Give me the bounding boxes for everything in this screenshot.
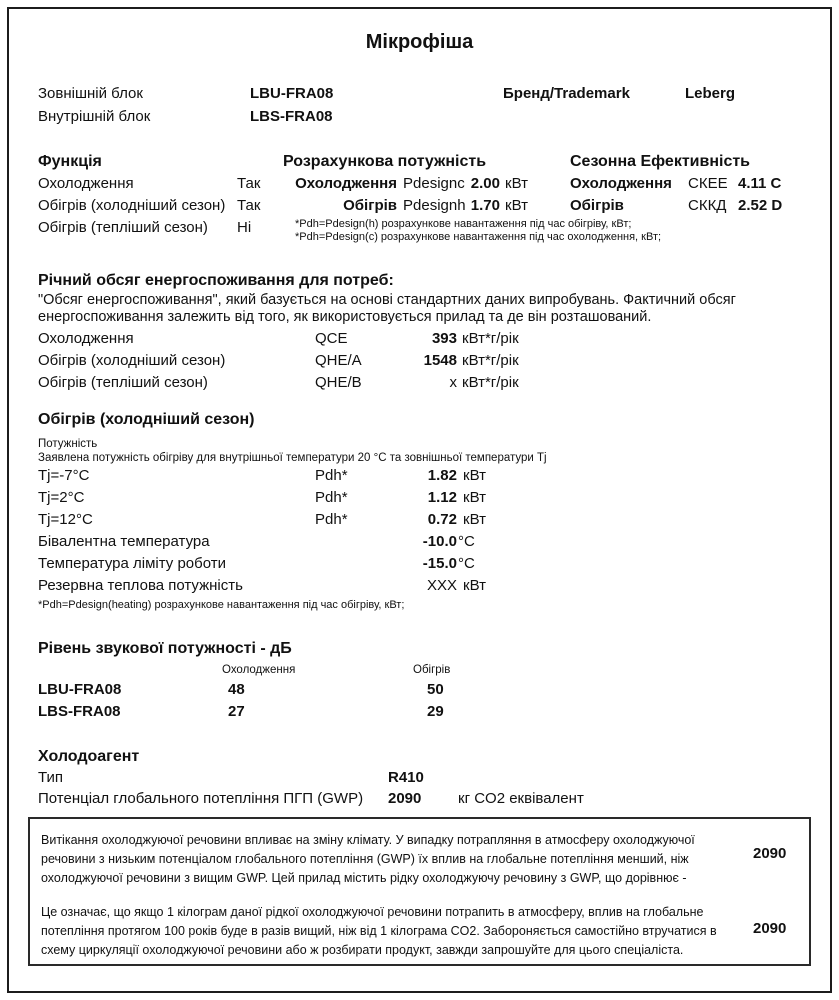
seasonal-row-symbol: СККД bbox=[688, 197, 727, 214]
annual-row-value: x bbox=[449, 374, 457, 391]
notice-gwp-value: 2090 bbox=[753, 845, 787, 862]
seasonal-row-label: Охолодження bbox=[570, 175, 672, 192]
heating-row-label: Tj=-7°C bbox=[38, 467, 90, 484]
refrigerant-gwp-value: 2090 bbox=[388, 790, 422, 807]
notice-gwp-value: 2090 bbox=[753, 920, 787, 937]
heating-row-unit: кВт bbox=[463, 511, 486, 528]
design-power-row-symbol: Pdesignh bbox=[403, 197, 466, 214]
heating-row-label: Резервна теплова потужність bbox=[38, 577, 243, 594]
page-title: Мікрофіша bbox=[365, 31, 474, 53]
annual-row-label: Охолодження bbox=[38, 330, 134, 347]
heating-row-symbol: Pdh* bbox=[315, 467, 348, 484]
heating-row-label: Температура ліміту роботи bbox=[38, 555, 226, 572]
heating-row-value: -15.0 bbox=[422, 555, 457, 572]
seasonal-row-value: 4.11 C bbox=[738, 175, 782, 192]
heating-row-value: 1.82 bbox=[427, 467, 457, 484]
function-row-label: Обігрів (тепліший сезон) bbox=[38, 219, 208, 236]
function-row-value: Ні bbox=[237, 219, 252, 236]
sound-row-heating-value: 50 bbox=[427, 681, 444, 698]
annual-row-value: 1548 bbox=[423, 352, 457, 369]
brand-label: Бренд/Trademark bbox=[503, 85, 630, 102]
function-row-label: Охолодження bbox=[38, 175, 134, 192]
heating-row-unit: кВт bbox=[463, 577, 486, 594]
annual-row-label: Обігрів (холодніший сезон) bbox=[38, 352, 226, 369]
heating-footnote: *Pdh=Pdesign(heating) розрахункове навантаження під час обігріву, кВт; bbox=[38, 599, 405, 611]
heating-section-title: Обігрів (холодніший сезон) bbox=[38, 411, 255, 428]
design-power-row-label: Охолодження bbox=[295, 175, 397, 192]
seasonal-row-value: 2.52 D bbox=[738, 197, 783, 214]
heating-section-subtitle: Потужність bbox=[38, 438, 98, 450]
design-power-footnote: *Pdh=Pdesign(c) розрахункове навантаження під час охолодження, кВт; bbox=[295, 231, 662, 243]
heating-section-note: Заявлена потужність обігріву для внутрішньої температури 20 °C та зовнішньої температури Tj bbox=[38, 452, 547, 464]
heating-row-label: Tj=12°C bbox=[38, 511, 93, 528]
notice-paragraph: Це означає, що якщо 1 кілограм даної рідкої охолоджуючої речовини потрапить в атмосферу, вплив на глобальне потепління протягом 100 років буде в разів вищий, ніж від 1 кілограма CO2. Забороняється самостійно втручатися в схему циркуляції охолоджуючої речовини або ж розбирати продукт, завжди запрошуйте для цього спеціаліста. bbox=[41, 905, 717, 957]
notice-paragraph: Витікання охолоджуючої речовини впливає на зміну клімату. У випадку потрапляння в атмосферу охолоджуючої речовини з низьким потенціалом глобального потепління (GWP) їх вплив на глобальне потепління менший, ніж охолоджуючої речовини з вищим GWP. Цей прилад містить рідку охолоджуючу речовину з GWP, що дорівнює - bbox=[41, 833, 695, 885]
refrigerant-type-value: R410 bbox=[388, 769, 424, 786]
annual-energy-title: Річний обсяг енергоспоживання для потреб: bbox=[38, 272, 394, 289]
annual-row-unit: кВт*г/рік bbox=[462, 330, 519, 347]
seasonal-row-symbol: СКЕЕ bbox=[688, 175, 728, 192]
design-power-row-unit: кВт bbox=[505, 197, 528, 214]
heating-row-symbol: Pdh* bbox=[315, 489, 348, 506]
sound-col-cooling: Охолодження bbox=[222, 664, 296, 676]
design-power-row-symbol: Pdesignc bbox=[403, 175, 465, 192]
annual-row-symbol: QHE/A bbox=[315, 352, 362, 369]
indoor-unit-label: Внутрішній блок bbox=[38, 108, 151, 125]
refrigerant-type-label: Тип bbox=[38, 769, 64, 786]
design-power-row-value: 2.00 bbox=[470, 175, 500, 192]
function-row-label: Обігрів (холодніший сезон) bbox=[38, 197, 226, 214]
annual-row-unit: кВт*г/рік bbox=[462, 352, 519, 369]
design-power-footnote: *Pdh=Pdesign(h) розрахункове навантаження під час обігріву, кВт; bbox=[295, 218, 632, 230]
design-power-row-unit: кВт bbox=[505, 175, 528, 192]
heating-row-unit: °C bbox=[458, 533, 475, 550]
annual-row-value: 393 bbox=[431, 330, 457, 347]
heating-row-value: -10.0 bbox=[422, 533, 457, 550]
heating-row-label: Tj=2°C bbox=[38, 489, 85, 506]
refrigerant-gwp-label: Потенціал глобального потепління ПГП (GWP) bbox=[38, 790, 364, 807]
heating-row-value: 0.72 bbox=[427, 511, 457, 528]
heating-row-symbol: Pdh* bbox=[315, 511, 348, 528]
annual-row-symbol: QCE bbox=[315, 330, 348, 347]
design-power-row-value: 1.70 bbox=[470, 197, 500, 214]
heating-row-label: Бівалентна температура bbox=[38, 533, 210, 550]
sound-power-title: Рівень звукової потужності - дБ bbox=[38, 640, 292, 657]
sound-col-heating: Обігрів bbox=[413, 664, 451, 676]
design-power-row-label: Обігрів bbox=[343, 197, 397, 214]
function-row-value: Так bbox=[237, 197, 261, 214]
brand-value: Leberg bbox=[685, 85, 736, 102]
heating-row-value: XXX bbox=[426, 577, 457, 594]
sound-row-heating-value: 29 bbox=[427, 703, 444, 720]
refrigerant-gwp-unit: кг CO2 еквівалент bbox=[458, 790, 584, 807]
outdoor-unit-label: Зовнішній блок bbox=[38, 85, 143, 102]
annual-row-label: Обігрів (тепліший сезон) bbox=[38, 374, 208, 391]
annual-row-unit: кВт*г/рік bbox=[462, 374, 519, 391]
refrigerant-title: Холодоагент bbox=[38, 748, 140, 765]
function-section-title: Функція bbox=[38, 153, 102, 170]
heating-row-unit: °C bbox=[458, 555, 475, 572]
design-power-title: Розрахункова потужність bbox=[283, 153, 487, 170]
sound-row-cooling-value: 48 bbox=[228, 681, 245, 698]
function-row-value: Так bbox=[237, 175, 261, 192]
sound-row-model: LBU-FRA08 bbox=[38, 681, 122, 698]
sound-row-model: LBS-FRA08 bbox=[38, 703, 121, 720]
heating-row-unit: кВт bbox=[463, 467, 486, 484]
annual-energy-description: "Обсяг енергоспоживання", який базується на основі стандартних даних випробувань. Фактичний обсяг енергоспоживання залежить від того, як використовується прилад та де він розташований. bbox=[38, 292, 736, 325]
annual-row-symbol: QHE/B bbox=[315, 374, 362, 391]
indoor-unit-value: LBS-FRA08 bbox=[250, 108, 333, 125]
outdoor-unit-value: LBU-FRA08 bbox=[250, 85, 334, 102]
heating-row-value: 1.12 bbox=[427, 489, 457, 506]
sound-row-cooling-value: 27 bbox=[228, 703, 245, 720]
seasonal-efficiency-title: Сезонна Ефективність bbox=[570, 153, 751, 170]
seasonal-row-label: Обігрів bbox=[570, 197, 624, 214]
heating-row-unit: кВт bbox=[463, 489, 486, 506]
